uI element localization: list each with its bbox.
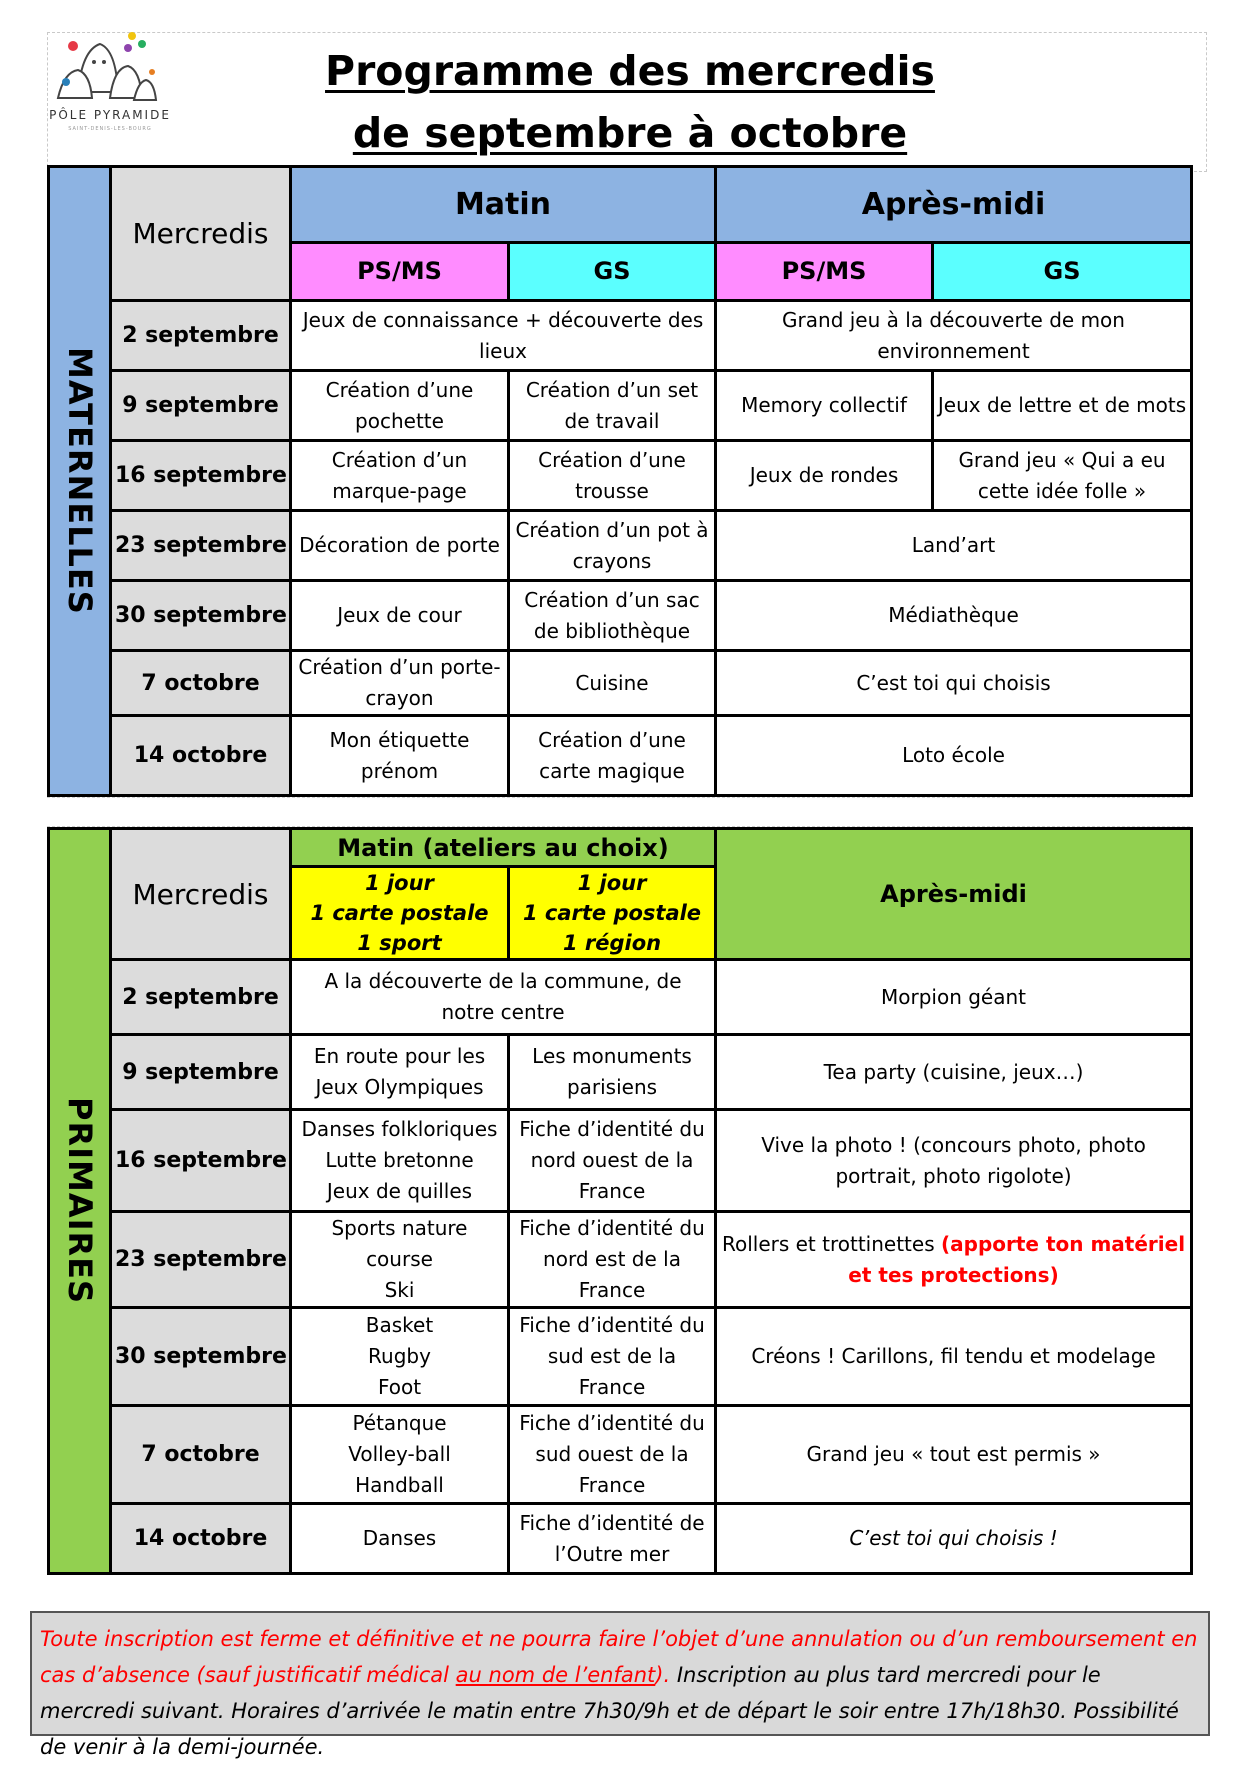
activity-cell: A la découverte de la commune, de notre centre	[291, 960, 716, 1035]
logo-name: PÔLE PYRAMIDE	[49, 108, 171, 122]
activity-cell: Cuisine	[509, 651, 716, 716]
primaires-side-label: PRIMAIRES	[49, 829, 111, 1574]
day-cell: 16 septembre	[111, 441, 291, 511]
primaires-col-sport: 1 jour 1 carte postale 1 sport	[291, 867, 509, 960]
section-gap	[47, 797, 1190, 827]
notice-red-1: Toute inscription est ferme et définitive et ne pourra faire l’objet d’une annulation ou d’un remboursement en cas d’absence (sauf justificatif médical	[40, 1627, 1198, 1687]
table-row	[49, 716, 1192, 796]
day-cell: 16 septembre	[111, 1110, 291, 1212]
activity-cell: En route pour les Jeux Olympiques	[291, 1035, 509, 1110]
table-row	[49, 1308, 1192, 1406]
activity-cell: Création d’un set de travail	[509, 371, 716, 441]
activity-cell: Mon étiquette prénom	[291, 716, 509, 796]
page-title	[300, 40, 960, 164]
activity-cell: Jeux de connaissance + découverte des lieux	[291, 301, 716, 371]
activity-cell: Création d’une carte magique	[509, 716, 716, 796]
table-row	[49, 371, 1192, 441]
maternelles-col-gs-morning: GS	[509, 243, 716, 301]
table-row	[49, 1504, 1192, 1574]
logo-subtitle: SAINT-DENIS-LES-BOURG	[68, 126, 152, 132]
activity-cell: Grand jeu « tout est permis »	[716, 1406, 1192, 1504]
activity-cell: Grand jeu à la découverte de mon environnement	[716, 301, 1192, 371]
activity-cell: Création d’un pot à crayons	[509, 511, 716, 581]
maternelles-table	[47, 165, 1193, 797]
day-cell: 30 septembre	[111, 581, 291, 651]
title-line-1: Programme des mercredis	[325, 47, 935, 95]
activity-cell: Vive la photo ! (concours photo, photo portrait, photo rigolote)	[716, 1110, 1192, 1212]
notice-black: Inscription au plus tard mercredi pour le mercredi suivant. Horaires d’arrivée le matin entre 7h30/9h et de départ le soir entre 17h/18h30. Possibilité de venir à la demi-journée.	[40, 1663, 1179, 1759]
table-row	[49, 511, 1192, 581]
activity-cell: Danses	[291, 1504, 509, 1574]
activity-cell: Basket Rugby Foot	[291, 1308, 509, 1406]
warning-text: (apporte ton matériel et tes protections)	[848, 1231, 1186, 1287]
day-cell: 23 septembre	[111, 1212, 291, 1308]
primaires-day-header: Mercredis	[111, 829, 291, 960]
activity-cell: Land’art	[716, 511, 1192, 581]
activity-cell: C’est toi qui choisis !	[716, 1504, 1192, 1574]
activity-cell: Loto école	[716, 716, 1192, 796]
day-cell: 30 septembre	[111, 1308, 291, 1406]
day-cell: 7 octobre	[111, 651, 291, 716]
activity-cell: Création d’un porte-crayon	[291, 651, 509, 716]
day-cell: 14 octobre	[111, 716, 291, 796]
activity-cell: Jeux de rondes	[716, 441, 933, 511]
activity-cell: Pétanque Volley-ball Handball	[291, 1406, 509, 1504]
activity-cell: Jeux de cour	[291, 581, 509, 651]
table-row	[49, 1035, 1192, 1110]
day-cell: 9 septembre	[111, 1035, 291, 1110]
table-row	[49, 441, 1192, 511]
activity-cell: Fiche d’identité du sud ouest de la France	[509, 1406, 716, 1504]
maternelles-morning-header: Matin	[291, 167, 716, 243]
activity-cell: Création d’un sac de bibliothèque	[509, 581, 716, 651]
activity-cell: Fiche d’identité du sud est de la France	[509, 1308, 716, 1406]
title-line-2: de septembre à octobre	[352, 109, 908, 157]
maternelles-col-psms-afternoon: PS/MS	[716, 243, 933, 301]
activity-cell: Fiche d’identité du nord est de la France	[509, 1212, 716, 1308]
activity-cell: Morpion géant	[716, 960, 1192, 1035]
maternelles-col-gs-afternoon: GS	[933, 243, 1192, 301]
table-row	[49, 581, 1192, 651]
table-row	[49, 1212, 1192, 1308]
activity-cell: Création d’une trousse	[509, 441, 716, 511]
activity-cell: Tea party (cuisine, jeux…)	[716, 1035, 1192, 1110]
table-row	[49, 301, 1192, 371]
primaires-afternoon-header: Après-midi	[716, 829, 1192, 960]
maternelles-afternoon-header: Après-midi	[716, 167, 1192, 243]
activity-cell: C’est toi qui choisis	[716, 651, 1192, 716]
notice-red-2: ).	[655, 1663, 671, 1687]
activity-cell: Créons ! Carillons, fil tendu et modelage	[716, 1308, 1192, 1406]
activity-cell: Sports nature course Ski	[291, 1212, 509, 1308]
day-cell: 2 septembre	[111, 301, 291, 371]
maternelles-col-psms-morning: PS/MS	[291, 243, 509, 301]
day-cell: 9 septembre	[111, 371, 291, 441]
activity-cell: Fiche d’identité du nord ouest de la France	[509, 1110, 716, 1212]
activity-cell: Danses folkloriques Lutte bretonne Jeux de quilles	[291, 1110, 509, 1212]
table-row	[49, 1406, 1192, 1504]
primaires-table	[47, 827, 1193, 1575]
activity-cell: Grand jeu « Qui a eu cette idée folle »	[933, 441, 1192, 511]
day-cell: 2 septembre	[111, 960, 291, 1035]
activity-cell: Création d’une pochette	[291, 371, 509, 441]
primaires-col-region: 1 jour 1 carte postale 1 région	[509, 867, 716, 960]
activity-cell: Rollers et trottinettes (apporte ton matériel et tes protections)	[716, 1212, 1192, 1308]
notice-red-underlined: au nom de l’enfant	[455, 1663, 656, 1687]
table-row	[49, 1110, 1192, 1212]
activity-cell: Jeux de lettre et de mots	[933, 371, 1192, 441]
activity-cell: Décoration de porte	[291, 511, 509, 581]
primaires-morning-header: Matin (ateliers au choix)	[291, 829, 716, 867]
activity-cell: Création d’un marque-page	[291, 441, 509, 511]
activity-cell: Fiche d’identité de l’Outre mer	[509, 1504, 716, 1574]
day-cell: 14 octobre	[111, 1504, 291, 1574]
maternelles-side-label: MATERNELLES	[49, 167, 111, 796]
activity-cell: Memory collectif	[716, 371, 933, 441]
logo	[30, 22, 190, 142]
registration-notice	[30, 1611, 1210, 1759]
table-row	[49, 960, 1192, 1035]
pyramid-characters-icon	[30, 22, 190, 112]
maternelles-day-header: Mercredis	[111, 167, 291, 301]
day-cell: 7 octobre	[111, 1406, 291, 1504]
day-cell: 23 septembre	[111, 511, 291, 581]
table-row	[49, 651, 1192, 716]
activity-cell: Les monuments parisiens	[509, 1035, 716, 1110]
activity-cell: Médiathèque	[716, 581, 1192, 651]
